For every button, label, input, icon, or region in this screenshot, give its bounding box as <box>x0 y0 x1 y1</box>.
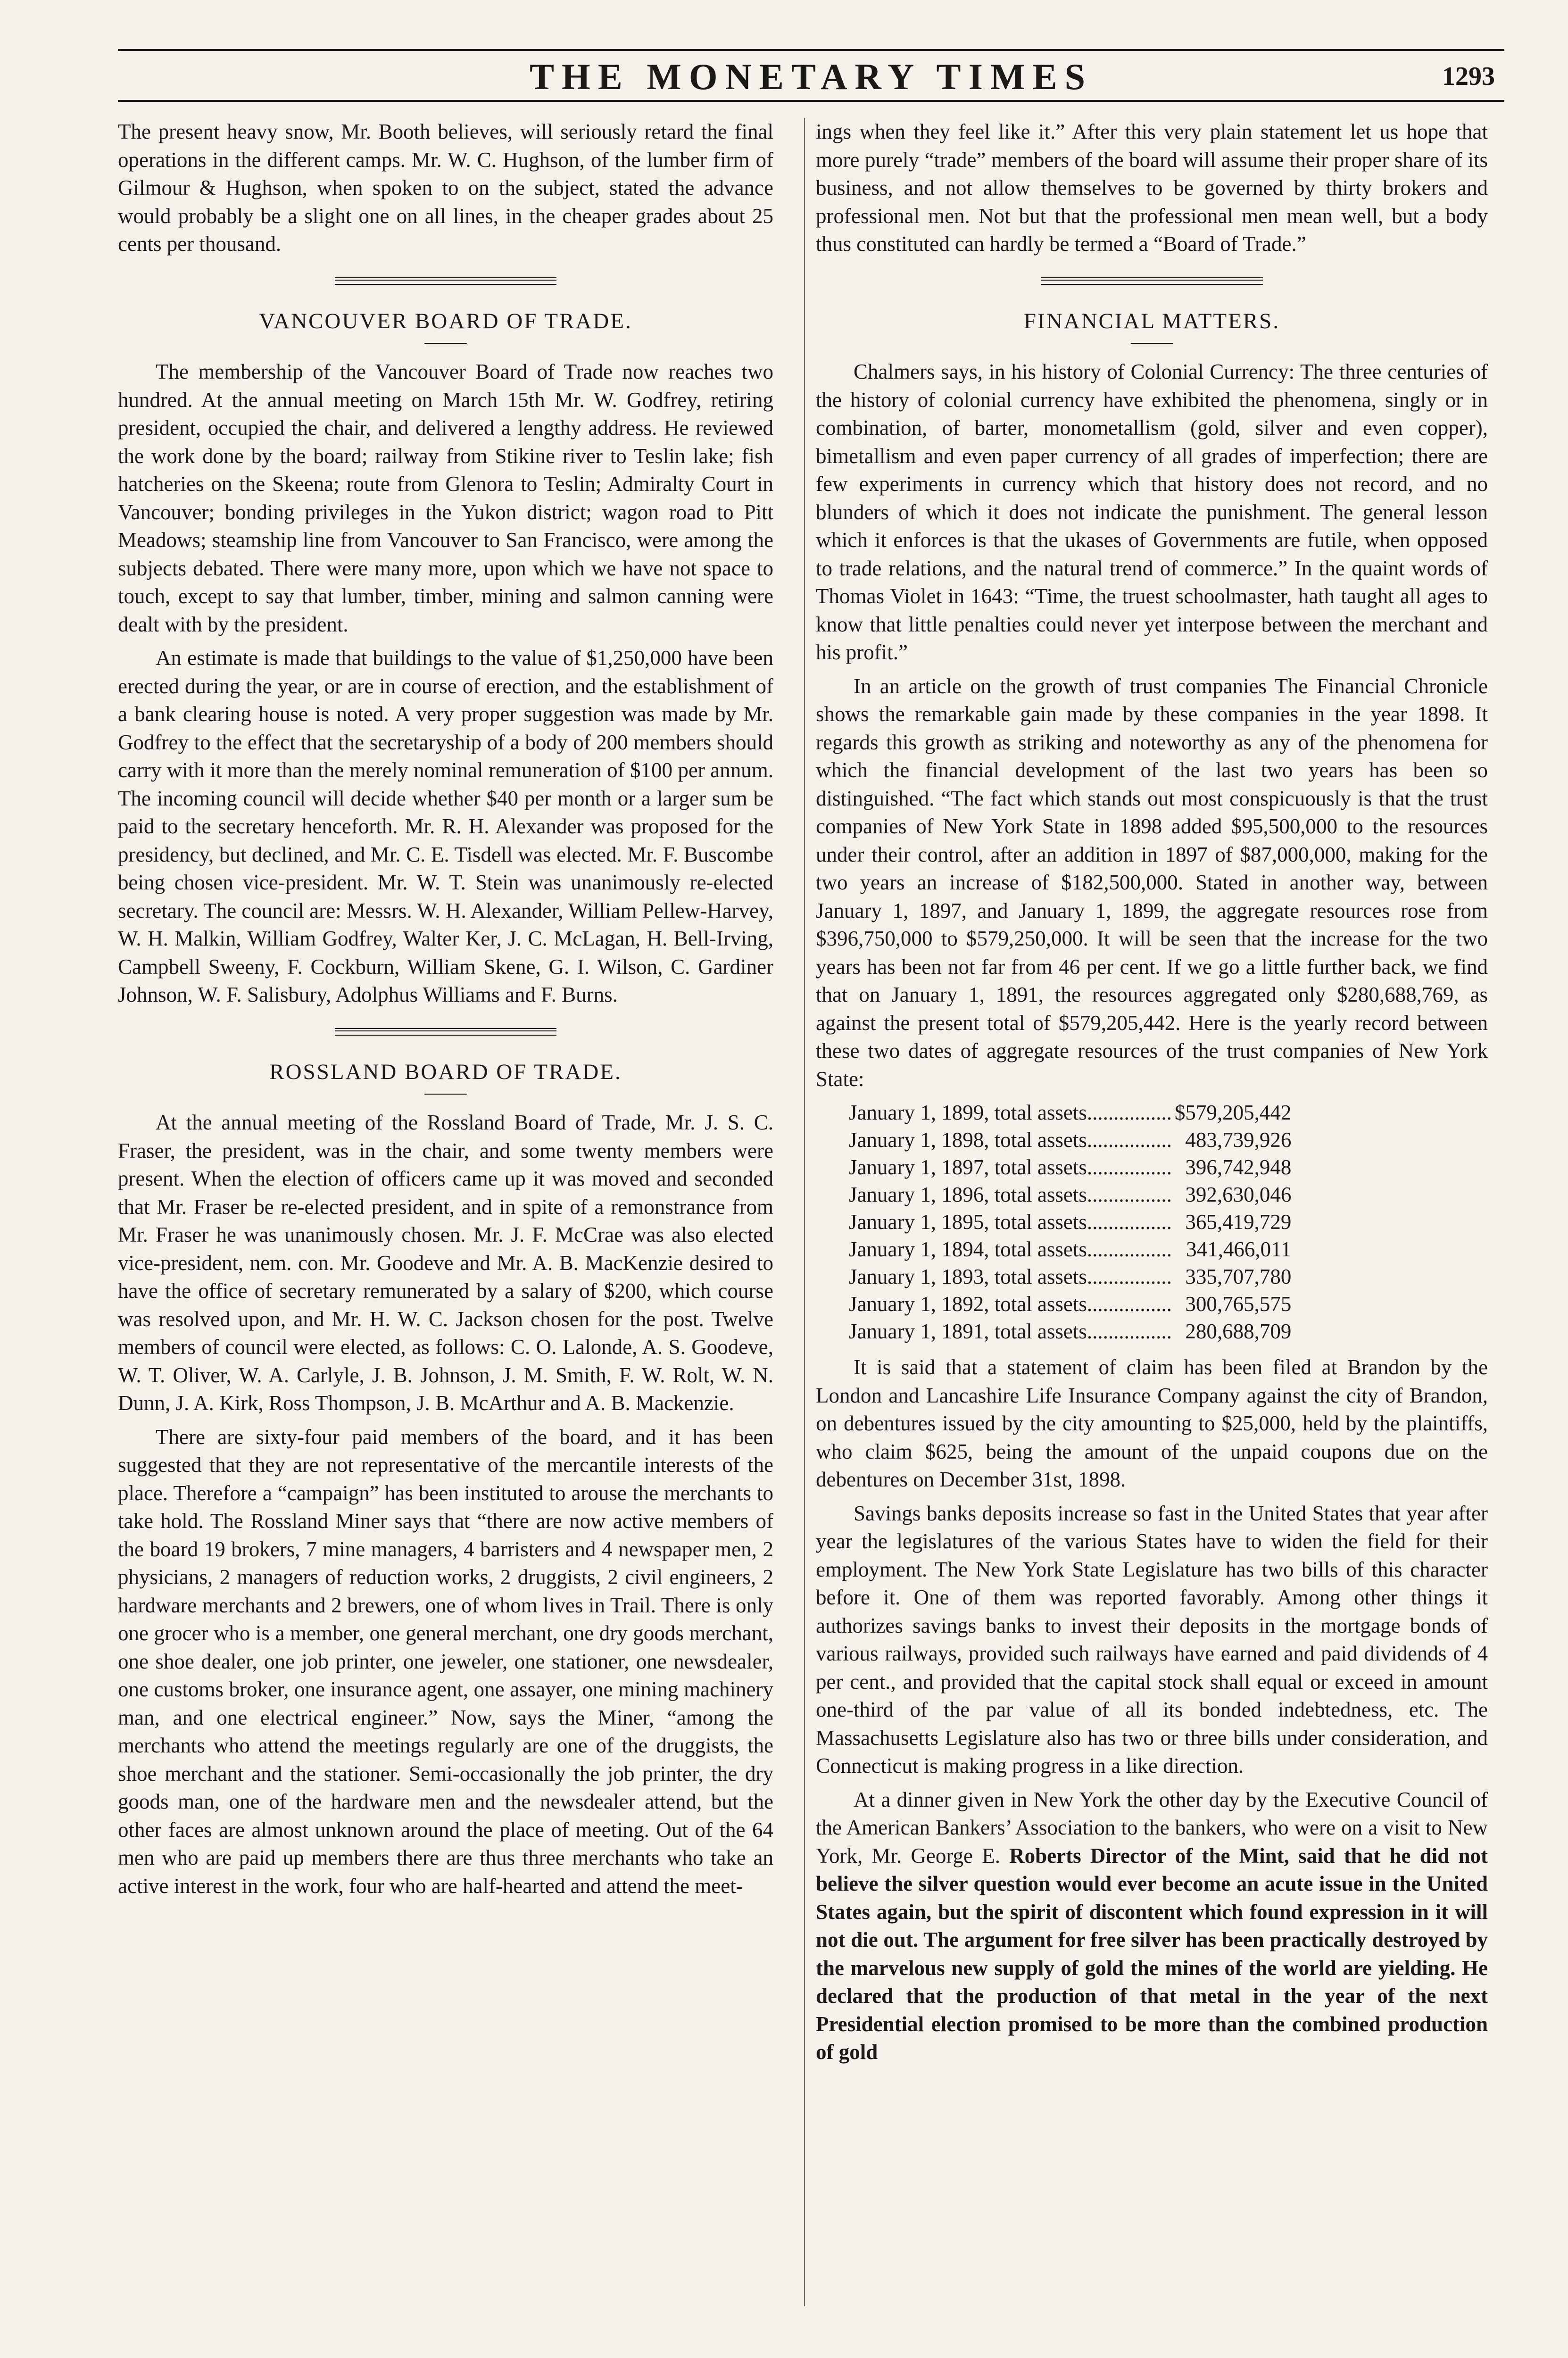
assets-value: 396,742,948 <box>1185 1155 1292 1179</box>
assets-label: January 1, 1897, total assets <box>849 1155 1087 1179</box>
assets-row <box>849 1099 1291 1126</box>
paragraph-5-bold: Roberts Director of the Mint, said that he did not believe the silver question would ever become an acute issue in the United States again, but the spirit of discontent which found expression in it will not die out. The argument for free silver has been practically destroyed by the marvelous new supply of gold the mines of the world are yielding. He declared that the production of that metal in the year of the next Presidential election promised to be more than the combined production of gold <box>816 1843 1488 2064</box>
assets-row <box>849 1318 1291 1345</box>
assets-label: January 1, 1893, total assets <box>849 1265 1087 1288</box>
assets-label: January 1, 1899, total assets <box>849 1101 1087 1124</box>
assets-leader-dots: ................ <box>1087 1155 1172 1179</box>
assets-value: 483,739,926 <box>1185 1128 1292 1152</box>
assets-value: 335,707,780 <box>1185 1265 1292 1288</box>
assets-leader-dots: ................ <box>1087 1265 1172 1288</box>
assets-value: 300,765,575 <box>1185 1292 1292 1316</box>
assets-label: January 1, 1891, total assets <box>849 1320 1087 1343</box>
page-number: 1293 <box>1442 62 1495 91</box>
assets-leader-dots: ................ <box>1087 1320 1172 1343</box>
assets-label: January 1, 1895, total assets <box>849 1210 1087 1234</box>
assets-value: 365,419,729 <box>1185 1210 1292 1234</box>
financial-heading: FINANCIAL MATTERS. <box>1023 308 1280 333</box>
assets-leader-dots: ................ <box>1087 1183 1172 1206</box>
column-divider <box>804 118 805 2306</box>
assets-row <box>849 1154 1291 1181</box>
assets-value: $579,205,442 <box>1174 1101 1292 1124</box>
assets-leader-dots: ................ <box>1087 1292 1172 1316</box>
masthead: THE MONETARY TIMES <box>530 56 1093 97</box>
left-column <box>118 118 773 1906</box>
rossland-paragraph-1: At the annual meeting of the Rossland Board of Trade, Mr. J. S. C. Fraser, the president, was in the chair, and some twenty members were present. When the election of officers came up it was moved and seconded that Mr. Fraser be re-elected president, and in spite of a remonstrance from Mr. Fraser he was unanimously chosen. Mr. J. F. McCrae was also elected vice-president, nem. con. Mr. Goodeve and Mr. A. B. MacKenzie desired to have the office of secretary remunerated by a salary of $200, which course was resolved upon, and Mr. H. W. C. Jackson chosen for the post. Twelve members of council were elected, as follows: C. O. Lalonde, A. S. Goodeve, W. T. Oliver, W. A. Carlyle, J. B. Johnson, J. M. Smith, F. W. Rolt, W. N. Dunn, J. A. Kirk, Ross Thompson, J. B. McArthur and A. B. Mackenzie. <box>118 1111 773 1415</box>
assets-row <box>849 1126 1291 1154</box>
assets-label: January 1, 1892, total assets <box>849 1292 1087 1316</box>
assets-row <box>849 1181 1291 1208</box>
vancouver-paragraph-1: The membership of the Vancouver Board of Trade now reaches two hundred. At the annual meeting on March 15th Mr. W. Godfrey, retiring president, occupied the chair, and delivered a lengthy address. He reviewed the work done by the board; railway from Stikine river to Teslin lake; fish hatcheries on the Skeena; route from Glenora to Teslin; Admiralty Court in Vancouver; bonding privileges in the Yukon district; wagon road to Pitt Meadows; steamship line from Vancouver to San Francisco, were among the subjects debated. There were many more, upon which we have not space to touch, except to say that lumber, timber, mining and salmon canning were dealt with by the president. <box>118 360 773 636</box>
right-column <box>816 118 1488 2072</box>
assets-value: 280,688,709 <box>1185 1320 1292 1343</box>
assets-row <box>849 1208 1291 1236</box>
rossland-heading: ROSSLAND BOARD OF TRADE. <box>269 1059 622 1084</box>
header-top-rule <box>118 49 1504 51</box>
heading-rule <box>424 1094 467 1095</box>
vancouver-paragraph-2: An estimate is made that buildings to the value of $1,250,000 have been erected during the year, or are in course of erection, and the establishment of a bank clearing house is noted. A very proper suggestion was made by Mr. Godfrey to the effect that the secretaryship of a body of 200 members should carry with it more than the merely nominal remuneration of $100 per annum. The incoming council will decide whether $40 per month or a larger sum be paid to the secretary henceforth. Mr. R. H. Alexander was proposed for the presidency, but declined, and Mr. C. E. Tisdell was elected. Mr. F. Buscombe being chosen vice-president. Mr. W. T. Stein was unanimously re-elected secretary. The council are: Messrs. W. H. Alexander, William Pellew-Harvey, W. H. Malkin, William Godfrey, Walter Ker, J. C. McLagan, H. Bell-Irving, Campbell Sweeny, F. Cockburn, William Skene, G. I. Wilson, C. Gardiner Johnson, W. F. Salisbury, Adolphus Williams and F. Burns. <box>118 646 773 1006</box>
assets-row <box>849 1290 1291 1318</box>
assets-leader-dots: ................ <box>1087 1128 1172 1152</box>
assets-label: January 1, 1894, total assets <box>849 1237 1087 1261</box>
assets-label: January 1, 1896, total assets <box>849 1183 1087 1206</box>
assets-value: 341,466,011 <box>1186 1237 1292 1261</box>
financial-paragraph-4: Savings banks deposits increase so fast in the United States that year after year the legislatures of the various States have to widen the field for their employment. The New York State Legislature has two bills of this character before it. One of them was reported favorably. Among other things it authorizes savings banks to invest their deposits in the mortgage bonds of various railways, provided such railways have earned and paid dividends of 4 per cent., and provided that the capital stock shall equal or exceed in amount one-third of the par value of all its bonded indebtedness, etc. The Massachusetts Legislature also has two or three bills under consideration, and Connecticut is making progress in a like direction. <box>816 1501 1488 1777</box>
assets-row <box>849 1263 1291 1290</box>
lumber-paragraph: The present heavy snow, Mr. Booth believes, will seriously retard the final operations in the different camps. Mr. W. C. Hughson, of the lumber firm of Gilmour & Hughson, when spoken to on the subject, stated the advance would probably be a slight one on all lines, in the cheaper grades about 25 cents per thousand. <box>118 120 773 256</box>
section-separator <box>335 277 556 285</box>
assets-leader-dots: ................ <box>1087 1101 1172 1124</box>
section-separator <box>335 1028 556 1036</box>
assets-row <box>849 1236 1291 1263</box>
financial-paragraph-2: In an article on the growth of trust companies The Financial Chronicle shows the remarkable gain made by these companies in the year 1898. It regards this growth as striking and noteworthy as any of the phenomena for which the financial development of the last two years has been so distinguished. “The fact which stands out most conspicuously is that the trust companies of New York State in 1898 added $95,500,000 to the resources under their control, after an addition in 1897 of $87,000,000, making for the two years an increase of $182,500,000. Stated in another way, between January 1, 1897, and January 1, 1899, the aggregate resources rose from $396,750,000 to $579,250,000. It will be seen that the increase for the two years has been not far from 46 per cent. If we go a little further back, we find that on January 1, 1891, the resources aggregated only $280,688,769, as against the present total of $579,205,442. Here is the yearly record between these two dates of aggregate resources of the trust companies of New York State: <box>816 674 1488 1091</box>
heading-rule <box>1131 343 1173 344</box>
assets-leader-dots: ................ <box>1087 1210 1172 1234</box>
assets-label: January 1, 1898, total assets <box>849 1128 1087 1152</box>
assets-value: 392,630,046 <box>1185 1183 1292 1206</box>
vancouver-heading: VANCOUVER BOARD OF TRADE. <box>259 308 632 333</box>
header-bottom-rule <box>118 100 1504 102</box>
rossland-paragraph-2: There are sixty-four paid members of the board, and it has been suggested that they are not representative of the mercantile interests of the place. Therefore a “campaign” has been instituted to arouse the merchants to take hold. The Rossland Miner says that “there are now active members of the board 19 brokers, 7 mine managers, 4 barristers and 4 newspaper men, 2 physicians, 2 managers of reduction works, 2 druggists, 2 civil engineers, 2 hardware merchants and 2 brewers, one of whom lives in Trail. There is only one grocer who is a member, one general merchant, one dry goods merchant, one shoe dealer, one job printer, one jeweler, one stationer, one newsdealer, one customs broker, one insurance agent, one assayer, one mining machinery man, and one electrical engineer.” Now, says the Miner, “among the merchants who attend the meetings regularly are one of the druggists, the shoe merchant and the stationer. Semi-occasionally the job printer, the dry goods man, one of the hardware men and the newsdealer attend, but the other faces are almost unknown around the place of meeting. Out of the 64 men who are paid up members there are thus three merchants who take an active interest in the work, four who are half-hearted and attend the meet- <box>118 1425 773 1898</box>
assets-table <box>849 1099 1291 1345</box>
board-of-trade-continuation: ings when they feel like it.” After this very plain statement let us hope that more purely “trade” members of the board will assume their proper share of its business, and not allow themselves to be governed by thirty brokers and professional men. Not but that the professional men mean well, but a body thus constituted can hardly be termed a “Board of Trade.” <box>816 120 1488 256</box>
assets-leader-dots: ................ <box>1087 1237 1172 1261</box>
financial-paragraph-3: It is said that a statement of claim has been filed at Brandon by the London and Lancashire Life Insurance Company against the city of Brandon, on debentures issued by the city amounting to $25,000, held by the plaintiffs, who claim $625, being the amount of the unpaid coupons due on the debentures on December 31st, 1898. <box>816 1355 1488 1491</box>
financial-paragraph-1: Chalmers says, in his history of Colonial Currency: The three centuries of the history of colonial currency have exhibited the phenomena, singly or in combination, of barter, monometallism (gold, silver and even copper), bimetallism and even paper currency of all grades of imperfection; there are few experiments in currency which that history does not record, and no blunders of which it does not indicate the punishment. The general lesson which it enforces is that the ukases of Governments are futile, when opposed to trade relations, and the natural trend of commerce.” In the quaint words of Thomas Violet in 1643: “Time, the truest schoolmaster, hath taught all ages to know that little penalties could never yet interpose between the merchant and his profit.” <box>816 360 1488 664</box>
section-separator <box>1041 277 1263 285</box>
paragraph-5-start: At a dinner given in New York the other day by the Executive Council of the American Bankers’ Association to the bankers, who were on a visit to New York, Mr. George E. <box>816 1787 1488 1868</box>
page-header <box>118 47 1504 104</box>
heading-rule <box>424 343 467 344</box>
financial-paragraph-5 <box>816 1786 1488 2067</box>
